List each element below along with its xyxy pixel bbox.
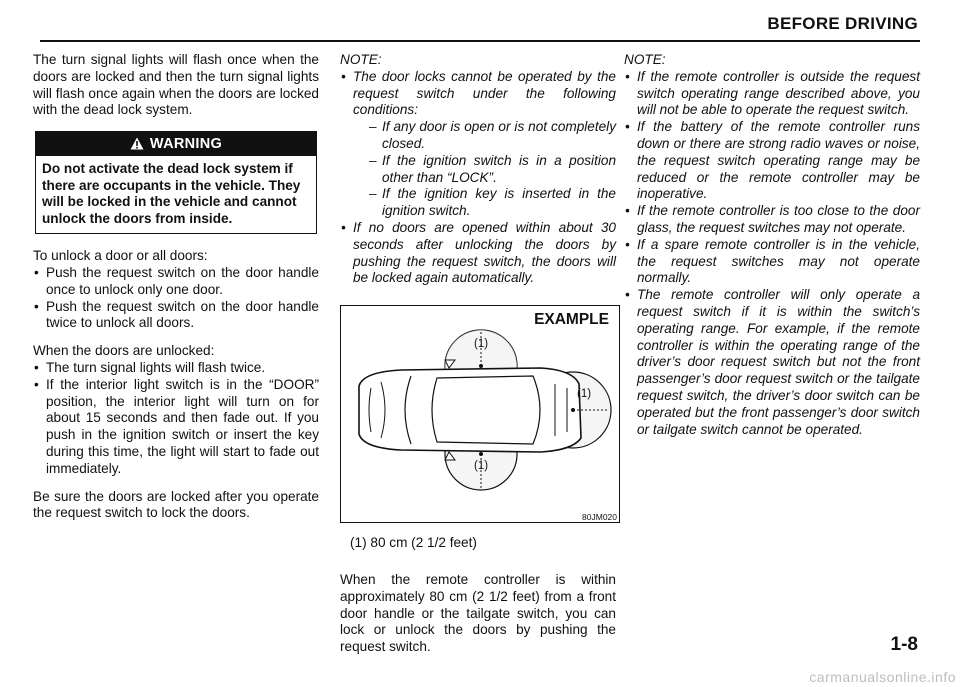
list-item: • If the remote controller is outside the request switch operating range described above, you will not be able to operate the request switch. bbox=[624, 69, 920, 119]
intro-paragraph: The turn signal lights will flash once when the doors are locked and then the turn signal lights will flash once again when the doors are locked with the dead lock system. bbox=[33, 52, 319, 118]
list-item: • If the battery of the remote controller runs down or there are strong radio waves or noise, the request switch operating range may be reduced or the remote controller may be inoperative. bbox=[624, 119, 920, 203]
list-item bbox=[340, 69, 616, 220]
sublist-item: – If the ignition switch is in a position other than “LOCK”. bbox=[369, 153, 616, 187]
column-right bbox=[624, 52, 920, 449]
figure-caption: (1) 80 cm (2 1/2 feet) bbox=[350, 535, 477, 551]
warning-title: WARNING bbox=[149, 136, 223, 153]
note-title: NOTE: bbox=[624, 52, 666, 67]
note-list bbox=[340, 69, 616, 287]
unlocked-intro: When the doors are unlocked: bbox=[33, 343, 215, 359]
list-item: • The turn signal lights will flash twice. bbox=[33, 360, 319, 377]
list-item: • The remote controller will only operate a request switch if it is within the switch’s operating range. For example, if the remote controller is within the operating range of the driver’s door request switch but not the front passenger’s door request switch or the tailgate request switch, the driver’s door switch can be operated but the front passenger’s door switch or tailgate switch cannot be operated. bbox=[624, 287, 920, 438]
range-marker-bottom: (1) bbox=[474, 460, 489, 473]
note-title: NOTE: bbox=[340, 52, 382, 67]
sublist-item: – If the ignition key is inserted in the ignition switch. bbox=[369, 186, 616, 220]
car-roof bbox=[432, 376, 540, 444]
page-number: 1-8 bbox=[890, 634, 918, 655]
range-paragraph: When the remote controller is within approximately 80 cm (2 1/2 feet) from a front door handle or the tailgate switch, you can lock or unlock the doors by pushing the request switch. bbox=[340, 571, 616, 655]
column-left bbox=[33, 52, 319, 533]
list-item: • If the interior light switch is in the “DOOR” position, the interior light will turn on for about 15 seconds and then fade out. If you push in the ignition switch or insert the key during this time, the light will start to fade out immediately. bbox=[33, 377, 319, 478]
list-item: • If the remote controller is too close to the door glass, the request switches may not operate. bbox=[624, 203, 920, 237]
figure-label: EXAMPLE bbox=[534, 311, 609, 329]
unlock-list bbox=[33, 265, 319, 332]
page-header bbox=[40, 10, 920, 42]
unlocked-list bbox=[33, 360, 319, 478]
example-figure bbox=[340, 305, 620, 523]
warning-header bbox=[36, 132, 316, 156]
closing-paragraph: Be sure the doors are locked after you operate the request switch to lock the doors. bbox=[33, 488, 319, 521]
range-marker-top: (1) bbox=[474, 338, 489, 351]
list-item: • Push the request switch on the door handle once to unlock only one door. bbox=[33, 265, 319, 299]
list-item: • Push the request switch on the door handle twice to unlock all doors. bbox=[33, 299, 319, 333]
note-sublist bbox=[353, 119, 616, 220]
section-title: BEFORE DRIVING bbox=[767, 14, 918, 33]
range-marker-right: (1) bbox=[577, 388, 592, 401]
warning-triangle-icon bbox=[130, 134, 144, 158]
column-middle bbox=[340, 52, 616, 667]
note-item-text: The door locks cannot be operated by the request switch under the following conditions: bbox=[353, 68, 616, 118]
watermark: carmanualsonline.info bbox=[809, 669, 956, 685]
list-item: • If no doors are opened within about 30 seconds after unlocking the doors by pushing the request switch, the doors will be locked again automatically. bbox=[340, 220, 616, 287]
unlock-intro: To unlock a door or all doors: bbox=[33, 248, 208, 264]
warning-box bbox=[35, 131, 317, 234]
note-list bbox=[624, 69, 920, 439]
warning-text: Do not activate the dead lock system if there are occupants in the vehicle. They will be locked in the vehicle and cannot unlock the doors from inside. bbox=[42, 161, 301, 226]
figure-code: 80JM020 bbox=[582, 512, 617, 523]
list-item: • If a spare remote controller is in the vehicle, the request switches may not operate normally. bbox=[624, 237, 920, 287]
sublist-item: – If any door is open or is not completely closed. bbox=[369, 119, 616, 153]
